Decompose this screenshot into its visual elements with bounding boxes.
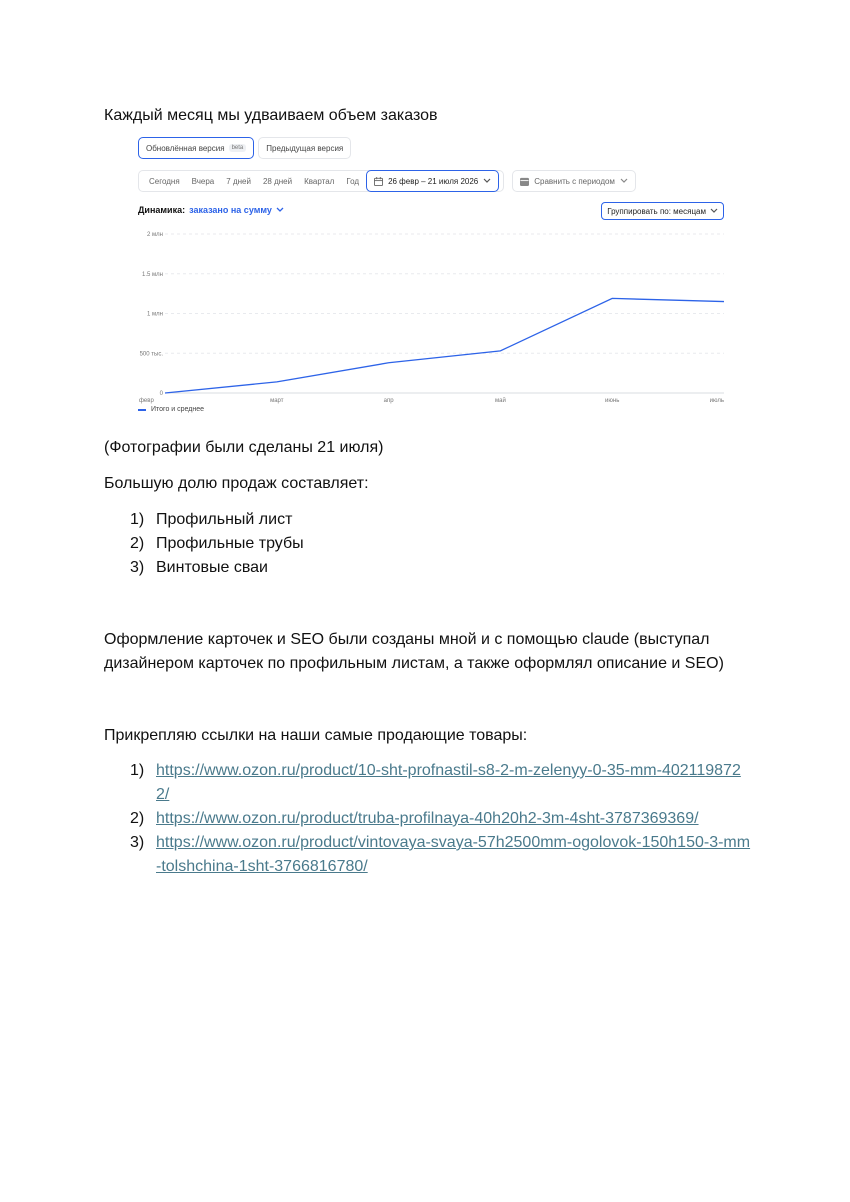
product-link[interactable]: https://www.ozon.ru/product/10-sht-profnastil-s8-2-m-zelenyy-0-35-mm-4021198722/ bbox=[156, 762, 741, 803]
analytics-screenshot bbox=[136, 134, 728, 422]
product-link[interactable]: https://www.ozon.ru/product/truba-profilnaya-40h20h2-3m-4sht-3787369369/ bbox=[156, 810, 699, 827]
y-tick-label: 1.5 млн bbox=[142, 271, 163, 278]
list-item bbox=[104, 831, 754, 879]
period-28-days[interactable]: 28 дней bbox=[262, 176, 293, 186]
period-quarter[interactable]: Квартал bbox=[304, 176, 335, 186]
list-item bbox=[104, 556, 304, 580]
list-number: 3) bbox=[130, 834, 145, 851]
x-tick-label: июнь bbox=[605, 398, 620, 404]
period-bar bbox=[138, 170, 636, 192]
list-number: 1) bbox=[130, 762, 145, 779]
x-tick-label: апр bbox=[383, 398, 394, 404]
y-tick-label: 1 млн bbox=[147, 311, 163, 318]
x-tick-label: февр bbox=[139, 398, 154, 404]
seo-paragraph: Оформление карточек и SEO были созданы мной и с помощью claude (выступал дизайнером карточек по профильным листам, а также оформлял описание и SEO) bbox=[104, 631, 724, 672]
list-number: 2) bbox=[130, 535, 145, 552]
list-item-text: Профильный лист bbox=[156, 511, 293, 528]
x-tick-label: май bbox=[494, 398, 506, 404]
period-year[interactable]: Год bbox=[346, 176, 360, 186]
tab-previous-version[interactable] bbox=[258, 137, 351, 159]
chevron-down-icon[interactable] bbox=[276, 207, 284, 213]
tab-updated-version[interactable] bbox=[138, 137, 254, 159]
orders-line-chart bbox=[136, 224, 728, 404]
compare-period-button[interactable] bbox=[512, 170, 636, 192]
tab-previous-version-label: Предыдущая версия bbox=[266, 143, 344, 153]
date-range-label: 26 февр – 21 июля 2026 bbox=[388, 176, 479, 186]
list-number: 1) bbox=[130, 511, 145, 528]
dynamics-row bbox=[138, 205, 284, 215]
calendar-icon bbox=[520, 177, 529, 186]
period-7-days[interactable]: 7 дней bbox=[226, 176, 251, 186]
date-range-picker[interactable] bbox=[366, 170, 499, 192]
x-tick-label: июль bbox=[709, 398, 724, 404]
chevron-down-icon bbox=[710, 208, 718, 214]
tab-updated-version-label: Обновлённая версия bbox=[146, 143, 225, 153]
legend-label: Итого и среднее bbox=[151, 406, 205, 413]
product-links-list bbox=[104, 759, 754, 879]
y-tick-label: 2 млн bbox=[147, 232, 163, 238]
beta-badge: beta bbox=[229, 144, 247, 152]
x-tick-label: март bbox=[270, 398, 284, 404]
links-intro: Прикрепляю ссылки на наши самые продающие товары: bbox=[104, 727, 528, 744]
list-item-text: Профильные трубы bbox=[156, 535, 304, 552]
series-line bbox=[165, 298, 724, 393]
version-tabs bbox=[138, 137, 351, 159]
photo-note: (Фотографии были сделаны 21 июля) bbox=[104, 439, 384, 456]
list-item bbox=[104, 508, 304, 532]
period-group bbox=[138, 170, 504, 192]
dynamics-label: Динамика: bbox=[138, 205, 186, 215]
compare-period-label: Сравнить с периодом bbox=[534, 176, 615, 186]
period-today[interactable]: Сегодня bbox=[149, 176, 180, 186]
y-tick-label: 0 bbox=[159, 391, 163, 397]
calendar-icon bbox=[374, 177, 383, 186]
period-yesterday[interactable]: Вчера bbox=[191, 176, 215, 186]
sales-list bbox=[104, 508, 304, 580]
chart-legend bbox=[138, 406, 204, 413]
y-tick-label: 500 тыс. bbox=[139, 351, 163, 358]
product-link[interactable]: https://www.ozon.ru/product/vintovaya-svaya-57h2500mm-ogolovok-150h150-3-mm-tolshchina-1sht-3766816780/ bbox=[156, 834, 751, 875]
page-heading: Каждый месяц мы удваиваем объем заказов bbox=[104, 107, 438, 124]
group-by-select[interactable] bbox=[601, 202, 724, 220]
chevron-down-icon bbox=[483, 178, 491, 184]
legend-swatch bbox=[138, 409, 146, 411]
list-number: 3) bbox=[130, 559, 145, 576]
list-item bbox=[104, 532, 304, 556]
chevron-down-icon bbox=[620, 178, 628, 184]
dynamics-metric-select[interactable]: заказано на сумму bbox=[189, 205, 272, 215]
sales-intro: Большую долю продаж составляет: bbox=[104, 475, 369, 492]
list-item bbox=[104, 759, 754, 807]
group-by-label: Группировать по: месяцам bbox=[607, 206, 706, 216]
list-number: 2) bbox=[130, 810, 145, 827]
list-item-text: Винтовые сваи bbox=[156, 559, 268, 576]
list-item bbox=[104, 807, 754, 831]
